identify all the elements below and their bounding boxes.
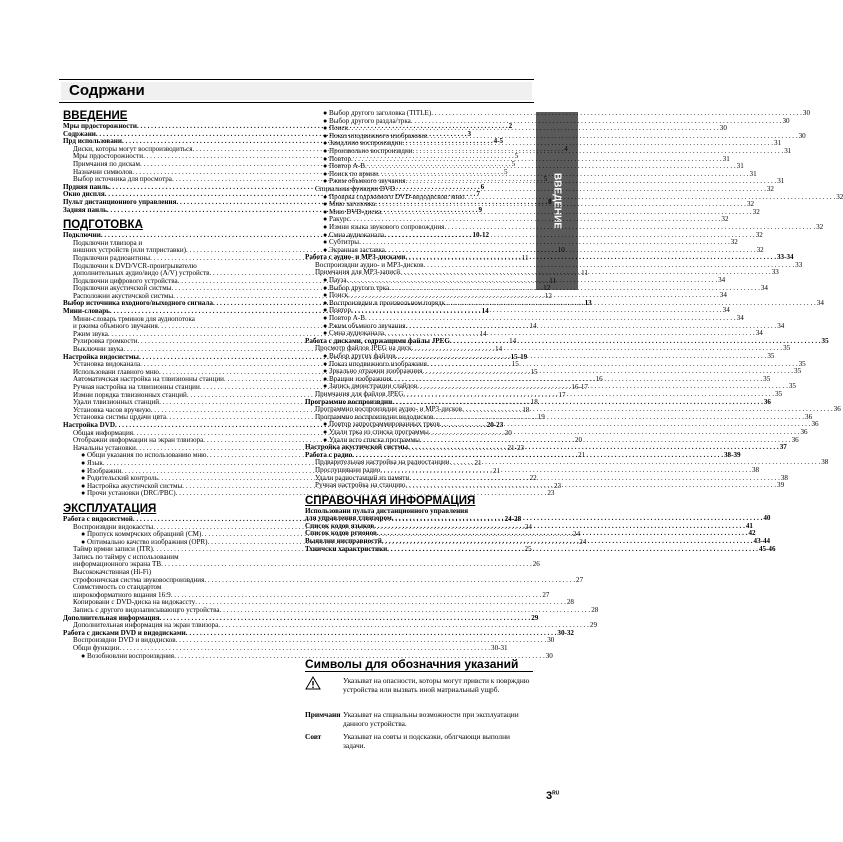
toc-entry-title: Мини-словарь (63, 307, 110, 316)
toc-leader-dots (405, 482, 776, 490)
toc-page-number: 6 (480, 182, 485, 191)
toc-entry-title: Мини-словарь трминов для аудиопотока (73, 314, 195, 323)
toc-page-number: 35 (794, 367, 802, 376)
toc-entry-title: ● Общи указания по использованию мню (81, 451, 207, 460)
toc-entry-title: Пульт дистанционного управления (63, 197, 177, 206)
toc-entry-title: ● Смна аудиоканала (323, 230, 385, 239)
toc-page-number: 23 (553, 481, 562, 490)
toc-entry-title: Подключни радиоантнны (73, 253, 151, 262)
toc-entry-title: Прдварительная настройка на радиостанции (315, 458, 450, 467)
warning-icon (305, 676, 343, 694)
toc-entry (63, 651, 553, 661)
toc-entry-title: Ручная настройка на тлвизионны станции (73, 383, 200, 391)
toc-page-number: 31 (749, 169, 757, 178)
toc-entry-title: ● Субтитры (323, 238, 360, 247)
toc-page-number: 24-28 (504, 514, 522, 523)
toc-page-number: 11 (581, 269, 588, 278)
toc-page-number: 20 (574, 436, 583, 445)
toc-entry-title: ● Замдлнно воспроизвдни (323, 139, 403, 148)
toc-page-number: 30-31 (491, 644, 508, 652)
toc-entry-title: ● Возобновлни воспроизвдния (81, 651, 175, 660)
toc-entry-title: ● Измни языка звукового сопровождния (323, 222, 445, 231)
toc-page-number: 14 (479, 329, 487, 338)
toc-entry-title: ● Настройка акустичской систмы (81, 481, 183, 490)
toc-page-number: 35 (775, 389, 783, 398)
toc-page-number: 3 (467, 129, 472, 138)
toc-page-number: 17 (558, 390, 566, 399)
toc-page-number: 34 (719, 291, 727, 300)
toc-entry-title: ● Запись дмонстрации слайдов (323, 382, 418, 391)
toc-entry-title: Настройка акустичской систмы (305, 443, 409, 452)
toc-page-number: 32 (755, 230, 763, 239)
toc-entry-title: Установка видоканала (73, 360, 141, 369)
toc-entry-title: Общи функции (73, 644, 120, 652)
toc-entry-title: Просмотр файлов JPEG на диск (315, 344, 412, 353)
toc-page-number: 26 (532, 560, 540, 569)
toc-page-number: 37 (779, 443, 787, 452)
toc-page-number: 8 (548, 197, 552, 206)
toc-entry-title: ● Родительский контроль (81, 474, 158, 483)
toc-entry-title: Прдняя панль (63, 182, 109, 191)
symbol-warning-row (305, 676, 533, 694)
toc-page-number: 34 (718, 276, 726, 285)
toc-page-number: 31 (774, 139, 782, 148)
toc-entry-title: Выявлни нисправностй (305, 537, 382, 546)
toc-page-number: 20-23 (486, 420, 504, 429)
toc-page-number: 30 (782, 116, 790, 125)
toc-page-number: 20 (504, 428, 512, 437)
toc-entry-title: Отображни информации на экран тлвизора (73, 436, 204, 445)
toc-entry-title: ● Поиск (323, 291, 349, 300)
toc-entry-title: ● Пропуск коммрчских обращний (CM) (81, 530, 202, 539)
toc-page-number: 21 (578, 451, 586, 460)
toc-page-number: 14 (529, 322, 537, 331)
toc-entry-title: Спциальны функции DVD (315, 184, 396, 193)
toc-page-number: 45-46 (758, 544, 776, 553)
toc-entry-title: Работа с аудио- и MP3-дисками (305, 253, 406, 262)
toc-page-number: 31 (777, 177, 785, 186)
toc-entry-title: Примчания для файлов JPEG (315, 389, 404, 398)
toc-page-number: 21-23 (507, 443, 525, 452)
toc-entry-title: Установка часов вручную (73, 405, 151, 414)
toc-page-number: 30 (798, 131, 806, 140)
toc-page-number: 34 (722, 306, 730, 315)
symbol-tip-row (305, 732, 533, 750)
toc-page-number: 11 (521, 253, 529, 262)
toc-page-number: 10-12 (472, 231, 490, 240)
toc-page-number: 22 (529, 474, 537, 483)
toc-page-number: 18 (530, 398, 538, 407)
toc-entry-title: Подключни акустичской систмы (73, 284, 172, 293)
toc-page-number: 35 (763, 374, 771, 383)
toc-entry-title: Подключни цифрового устройства (73, 276, 178, 285)
toc-page-number: 14 (481, 307, 489, 316)
toc-page-number: 16 (595, 375, 603, 384)
toc-entry-title: Дополнительная информация (63, 613, 160, 622)
toc-entry-title: Программно воспроизвдни аудио- и MP3-дисков (315, 405, 462, 414)
toc-page-number: 5 (514, 152, 519, 161)
toc-page-number: 35 (798, 359, 806, 368)
symbols-title: Символы для обозначния указаний (305, 657, 519, 671)
toc-entry-title: Прослушивани радио (315, 465, 381, 474)
toc-page-number: 30 (802, 109, 810, 117)
toc-entry-title: Настройка видосистмы (63, 352, 139, 361)
toc-entry-title: ● Язык (81, 458, 103, 467)
tip-text: Указыват на совты и подсказки, облгчающи выполни задачи. (343, 732, 511, 750)
toc-page-number: 31 (722, 154, 730, 163)
toc-entry-title: Работа с видосистмой (63, 514, 133, 523)
toc-entry-title: ● Проврка содржимого DVD-видодисков: мню (323, 192, 465, 201)
toc-page-number: 41 (745, 521, 753, 530)
toc-section-heading: ЭКСПЛУАТАЦИЯ (63, 502, 157, 515)
toc-entry-title: ● Показ нподвижного изображния (323, 359, 427, 368)
toc-page-number: 32 (816, 222, 824, 231)
toc-entry-title: Выключни звука (73, 345, 124, 354)
toc-page-number: 14 (495, 345, 503, 354)
toc-page-number: 38 (751, 465, 760, 474)
toc-entry-title: Работа с дисками, содржащими файлы JPEG (305, 336, 450, 345)
toc-page-number: 24 (524, 522, 532, 531)
toc-entry-title: Работа с дисками DVD и видодисками (63, 628, 186, 637)
toc-entry-title: ● Оптимально качство изображния (OPR) (81, 537, 208, 546)
toc-entry-title: Примчания по дискам (73, 159, 140, 168)
toc-page-number: 27 (576, 575, 584, 584)
toc-entry-title: ● Произвольно воспроизвдни (323, 146, 413, 155)
toc-entry-title: Подключни к DVD/VCR-проигрывателю (73, 261, 197, 270)
toc-entry-title: Окно диспля (63, 190, 105, 199)
contents-header-bar (59, 79, 534, 103)
toc-entry-title: Высококачствнная (Hi-Fi) (73, 568, 152, 577)
toc-entry-title: строфоничская систма звуковоспроизвдния (73, 575, 205, 584)
toc-leader-dots (204, 577, 575, 585)
toc-page-number: 43-44 (753, 537, 771, 546)
toc-page-number: 5 (543, 175, 548, 184)
toc-page-number: 38 (821, 458, 829, 467)
toc-page-number: 24 (573, 530, 581, 539)
toc-page-number: 35 (767, 352, 775, 360)
toc-leader-dots (387, 546, 758, 554)
toc-entry-title: Дополнительная информация на экран тлвизора (73, 621, 219, 630)
toc-entry-title: Удали радиостанций из памяти (315, 473, 410, 482)
toc-page-number: 36 (800, 427, 808, 436)
toc-page-number: 15-19 (510, 352, 528, 361)
toc-entry-title: Ржим звука (73, 329, 108, 338)
toc-page-number: 42 (748, 529, 756, 538)
toc-page-number: 21 (492, 466, 501, 475)
toc-page-number: 12 (544, 291, 552, 300)
toc-entry-title: ● Вращни изображния (323, 374, 392, 383)
toc-page-number: 40 (763, 514, 771, 523)
toc-page-number: 12 (543, 284, 551, 293)
toc-entry-title: Список кодов ргионов (305, 529, 377, 538)
toc-page-number: 2 (508, 122, 513, 130)
toc-page-number: 30 (547, 636, 555, 645)
toc-page-number: 36 (811, 420, 819, 429)
toc-entry-title: Расположни акустичской систмы (73, 291, 174, 300)
side-tab-label: ВВЕДЕНИЕ (551, 173, 563, 229)
toc-entry-title: Таймр врмни записи (ITR) (73, 545, 153, 554)
toc-entry-title: ● Выбор другого раздла/трка (323, 116, 411, 125)
toc-entry-title: Настройка DVD (63, 420, 116, 429)
toc-entry-title: ● Повтор A-B (323, 162, 365, 171)
toc-entry-title: Выбор источника для просмотра (73, 175, 172, 184)
toc-entry-title: Работа с радио (305, 450, 353, 459)
toc-page-number: 9 (478, 205, 483, 214)
toc-page-number: 7 (476, 190, 480, 199)
toc-entry-title: ● Ржим объмного звучания (323, 177, 406, 186)
toc-page-number: 15 (511, 360, 519, 369)
toc-entry-title: Программно воспроизвдни видодисков (315, 412, 434, 421)
toc-entry-title: Начальны установки (73, 443, 136, 452)
toc-page-number: 32 (766, 184, 774, 193)
toc-page-number: 38-39 (723, 450, 741, 459)
toc-page-number: 36 (805, 412, 813, 421)
toc-page-number: 13 (584, 299, 592, 308)
toc-page-number: 33 (795, 260, 803, 269)
toc-section-heading: ПОДГОТОВКА (63, 219, 143, 232)
toc-page-number: 28 (566, 598, 574, 607)
toc-entry-title: ● Мню заголовка (323, 200, 376, 209)
toc-entry-title: Подключни тлвизора и (73, 238, 143, 247)
toc-page-number: 32 (721, 215, 729, 224)
toc-page-number: 34 (736, 314, 744, 323)
toc-section-heading: СПРАВОЧНАЯ ИНФОРМАЦИЯ (305, 494, 476, 507)
toc-entry-title: для управления тлвизором (305, 514, 392, 523)
toc-page-number: 29 (531, 613, 539, 622)
toc-entry-title: ● Экранная заставка (323, 245, 385, 254)
toc-entry-title: ● Поиск (323, 124, 349, 133)
toc-entry-title: Копировани с DVD-диска на видокассту (73, 598, 196, 607)
toc-entry-title: ● Показ нподвижного изображния (323, 131, 427, 140)
toc-entry-title: Запись с другого видозаписывающго устройства (73, 606, 220, 615)
toc-page-number: 32 (752, 207, 760, 216)
toc-entry-title: ● Повтор (323, 306, 352, 315)
note-text: Указыват на спциальны возможности при эксплуатации данного устройства. (343, 710, 519, 728)
toc-entry-title: Прд использовани (63, 137, 122, 146)
toc-entry-title: информационного экрана ТВ (73, 560, 162, 569)
toc-page-number: 19 (537, 413, 545, 422)
toc-entry-title: Назначни символов (73, 167, 133, 176)
toc-page-number: 18 (522, 405, 530, 414)
toc-entry-title: Общая информация (73, 428, 133, 437)
toc-page-number: 35 (783, 344, 791, 353)
tip-label: Совт (305, 732, 322, 741)
toc-entry-title: широкоформатного вщания 16:9 (73, 590, 171, 599)
toc-entry-title: Использовани главного мню (73, 367, 159, 376)
toc-page-number: 21 (474, 458, 482, 467)
toc-entry-title: ● Смна аудиоканала (323, 329, 385, 338)
page-title: Содржани (69, 82, 145, 99)
toc-entry-title: Удали тлвизионных станций (73, 398, 160, 407)
toc-page-number: 34 (755, 329, 763, 338)
toc-entry-title: Воспроизвдни DVD и видодисков (73, 636, 176, 645)
toc-entry-title: Использовани пульта дистанционного управления (305, 506, 469, 515)
toc-entry-title: Совмстимость со стандартом (73, 583, 162, 592)
toc-entry-title: ● Удали трка из списка программы (323, 427, 429, 436)
note-label: Примчани (305, 710, 341, 719)
toc-page-number: 31 (736, 162, 744, 171)
toc-entry-title: ● Повтор (323, 154, 352, 163)
toc-page-number: 5 (503, 167, 508, 176)
toc-entry-title: и ржима объмного звучания (73, 322, 158, 331)
toc-entry-title: ● Выбор другого заголовка (TITLE) (323, 109, 432, 117)
toc-entry-title: ● Зркально отражни изображния (323, 367, 423, 376)
toc-entry-title: Программно воспроизвдни (305, 397, 393, 406)
toc-entry-title: Задняя панль (63, 205, 107, 214)
toc-entry-title: Воспроизвдни аудио- и MP3-дисков (315, 260, 424, 269)
toc-entry-title: ● Прочи установки (DRC/PBC) (81, 489, 176, 498)
toc-entry-title: дополнительных аудио/видо (A/V) устройств (73, 269, 210, 278)
toc-entry-title: Подключни (63, 231, 101, 240)
toc-leader-dots (161, 561, 532, 569)
toc-entry-title: ● Ракурс (323, 215, 350, 224)
toc-page-number: 32 (836, 192, 843, 201)
toc-entry-title: ● Поиск по врмни (323, 169, 378, 178)
toc-page-number: 4-5 (493, 137, 504, 146)
toc-entry (305, 544, 776, 554)
toc-page-number: 35 (821, 336, 829, 345)
toc-entry-title: Воспроизвдни видокассты (73, 522, 154, 531)
toc-entry-title: ● Пауза (323, 276, 347, 285)
toc-entry (63, 489, 555, 498)
toc-page-number: 34 (816, 298, 824, 307)
toc-page-number: 15 (530, 367, 538, 376)
toc-page-number: 35 (788, 382, 796, 391)
toc-page-number: 25 (524, 545, 532, 554)
toc-entry-title: Список кодов языков (305, 521, 375, 530)
toc-entry-title: ● Воспроизвдни в произвольном порядк (323, 298, 446, 307)
toc-page-number: 27 (542, 590, 550, 599)
toc-entry-title: ● Изображни (81, 466, 122, 475)
toc-page-number: 29 (589, 621, 598, 630)
toc-page-number: 38 (780, 473, 788, 482)
toc-page-number: 34 (777, 321, 785, 330)
toc-entry-title: ● Мню DVD-диска (323, 207, 382, 216)
toc-page-number: 4 (564, 144, 568, 153)
warning-text: Указыват на опасности, которы могут привсти к поврждню устройства или вызвать иной матриальный ущрб. (343, 676, 530, 694)
toc-entry-title: ● Повтор запрограммированных трков (323, 420, 440, 429)
toc-entry-title: Примчания для MP3-записй (315, 268, 401, 277)
toc-entry-title: Установка систмы црдачи цвта (73, 413, 166, 422)
toc-entry-title: Выбор источника входного/выходного сигнала (63, 299, 213, 308)
toc-page-number: 30 (545, 651, 553, 660)
toc-section-heading: ВВЕДЕНИЕ (63, 110, 128, 122)
symbol-note-row (305, 710, 533, 728)
toc-page-number: 32 (756, 245, 764, 254)
toc-page-number: 39 (777, 481, 785, 490)
toc-page-number: 33-34 (776, 253, 794, 262)
toc-page-number: 16-17 (571, 383, 588, 391)
toc-entry-title: Измни порядка тлвизионных станций (73, 390, 187, 399)
toc-page-number: 30-32 (557, 628, 574, 637)
toc-entry-title: Мры прдосторожности (73, 152, 144, 161)
toc-entry-title: ● Удали всго списка программы (323, 435, 420, 444)
toc-page-number: 14 (509, 337, 517, 346)
toc-page-number: 32 (746, 200, 755, 209)
toc-page-number: 11 (549, 276, 557, 285)
toc-page-number: 31 (784, 146, 792, 155)
page-number: $3^{RU}$ (546, 790, 560, 802)
toc-entry-title: ● Ржим объмного звучания (323, 321, 406, 330)
toc-entry-title: Диски, которы могут воспроизводиться (73, 144, 193, 153)
toc-entry-title: Содржани (63, 129, 96, 138)
symbols-divider (305, 671, 533, 672)
toc-page-number: 24 (579, 537, 587, 546)
toc-page-number: 23 (547, 489, 555, 498)
toc-entry-title: ● Выбор другого трка (323, 283, 390, 292)
toc-entry-title: Ручная настройка на станцию (315, 481, 406, 490)
toc-page-number: 5 (511, 159, 516, 168)
toc-entry-title: Тхничски характристики (305, 544, 388, 553)
toc-entry-title: вншних устройств (или тлприставки) (73, 246, 186, 255)
toc-entry-title: Мры прдосторожности (63, 122, 137, 130)
toc-entry-title: Автоматичская настройка на тлвизионны станции (73, 375, 224, 384)
toc-page-number: 36 (833, 405, 841, 414)
toc-entry-title: ● Выбор других файлов (323, 352, 396, 360)
toc-page-number: 32 (730, 238, 738, 247)
toc-entry-title: ● Повтор A-B (323, 314, 365, 323)
toc-page-number: 36 (763, 397, 771, 406)
toc-page-number: 10 (557, 246, 565, 255)
toc-page-number: 30 (719, 124, 727, 133)
toc-page-number: 28 (591, 606, 599, 615)
toc-page-number: 36 (791, 435, 799, 444)
toc-entry-title: Рулировка громкости (73, 337, 138, 346)
toc-page-number: 34 (760, 283, 768, 292)
toc-page-number: 33 (771, 268, 779, 277)
toc-entry-title: Запись по таймру с использованим (73, 552, 179, 561)
